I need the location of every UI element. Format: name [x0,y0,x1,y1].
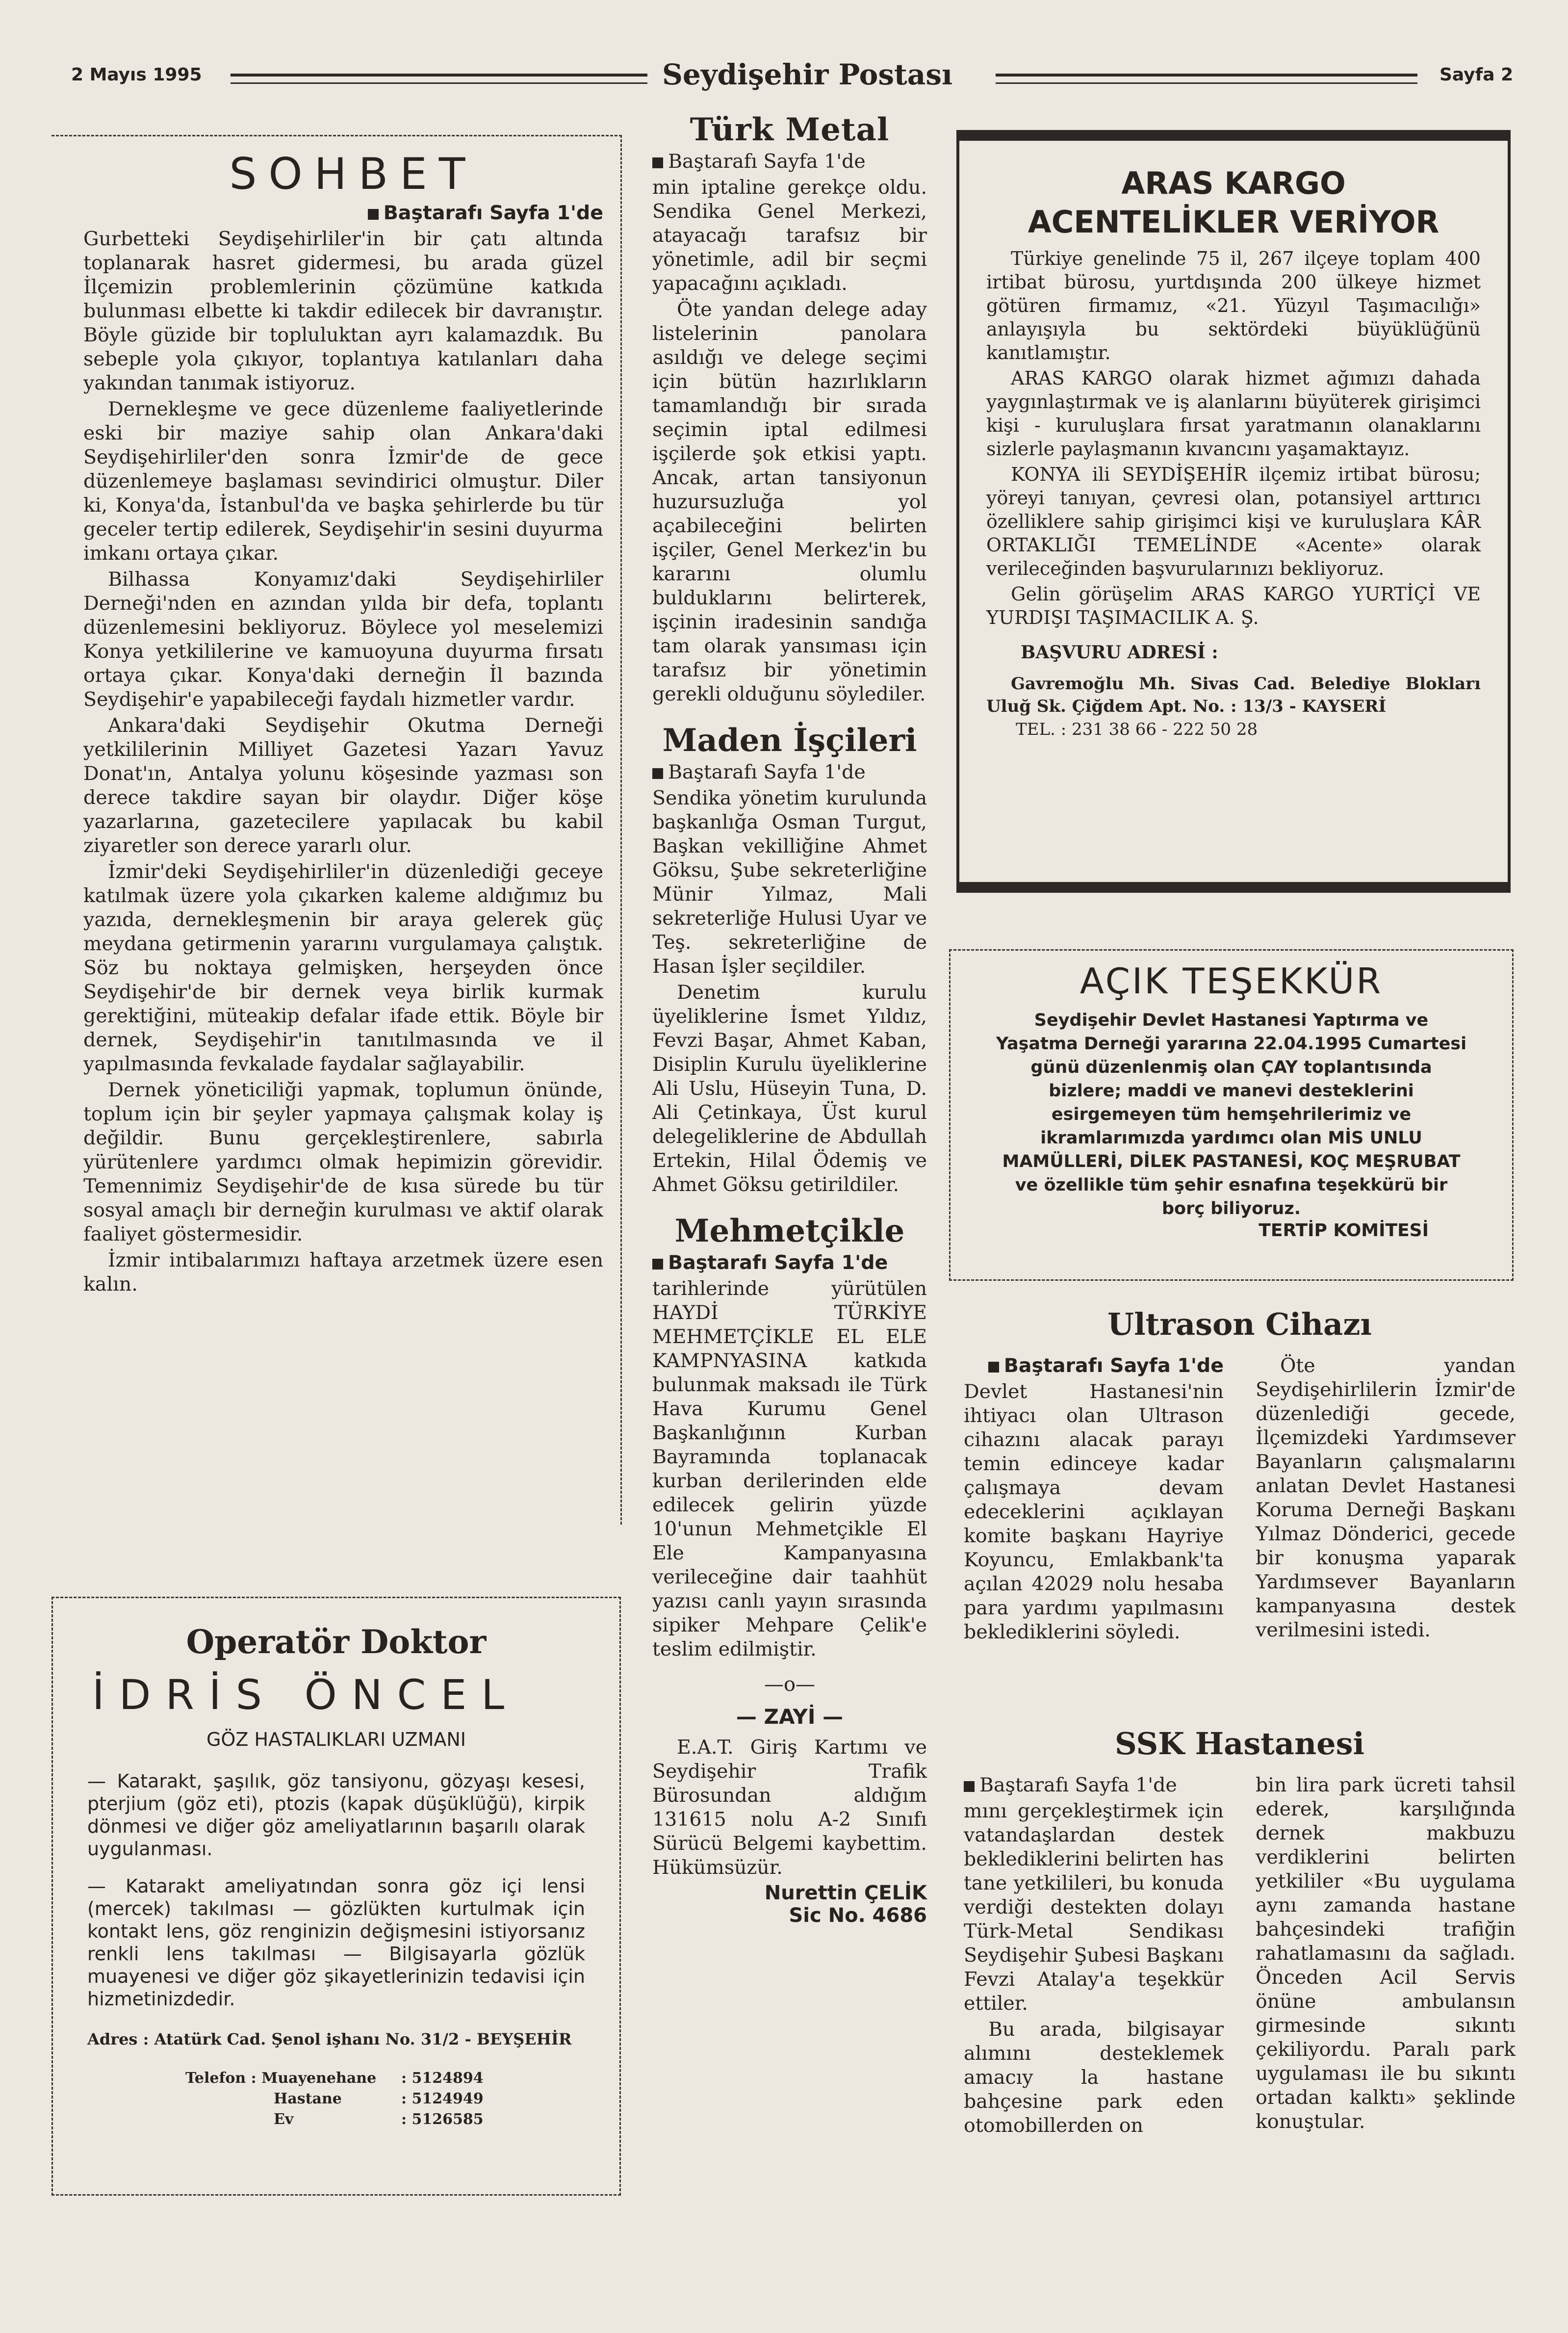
masthead-title: Seydişehir Postası [662,58,953,91]
aras-subtitle: ACENTELİKLER VERİYOR [1028,204,1439,240]
turk-metal-title: Türk Metal [690,111,890,148]
mehmetcikle-lead: Baştarafı Sayfa 1'de [652,1251,927,1275]
ultrason-article [964,1305,1516,1646]
tesekkur-text: Seydişehir Devlet Hastanesi Yaptırma ve Yaşatma Derneği yararına 22.04.1995 Cumartesi günü düzenlenmiş olan ÇAY toplantısında bizlere; maddi ve manevi desteklerini esirgemeyen tüm hemşehrilerimiz ve ikramlarımızda yardımcı olan MİS UNLU MAMÜLLERİ, DİLEK PASTANESİ, KOÇ MEŞRUBAT ve özellikle tüm şehir esnafına teşekkürü bir borç biliyoruz. [996,1011,1467,1218]
doctor-phones [185,2068,619,2130]
phone-label: Ev [274,2111,294,2128]
bullet-icon [652,768,663,779]
bullet-icon [964,1781,975,1792]
turk-metal-p2: Öte yandan delege aday listelerinin panolara asıldığı ve delege seçimi için bütün hazırlıkların tamamlandığı bir sırada seçimin iptal edilmesi işçilerde şok etkisi yaptı. Ancak, artan tansiyonun huzursuzluğa yol açabileceğini belirten işçiler, Genel Merkez'in bu kararını olumlu bulduklarını belirterek, işçinin iradesinin sandığa tam olarak yansıması için tarafsız bir yönetimin gerekli olduğunu söylediler. [652,298,927,705]
sohbet-article [83,147,603,1298]
header-rule-left [231,74,647,77]
phone-row [185,2109,619,2130]
doctor-ad [51,1597,621,2196]
doctor-item-2: — Katarakt ameliyatından sonra göz içi lensi (mercek) takılması — gözlükten kurtulmak için kontakt lens, göz renginizin değişmesini istiyorsanız renkli lens takılması — Bilgisayarla gözlük muayenesi ve diğer göz şikayetlerinizin tedavisi için hizmetinizdedir. [87,1875,585,2010]
ultrason-col1: Devlet Hastanesi'nin ihtiyacı olan Ultrason cihazını alacak parayı temin edinceye kadar çalışmaya devam edeceklerini açıklayan komite başkanı Hayriye Koyuncu, Emlakbank'ta açılan 42029 nolu hesaba para yardımı yapılmasını beklediklerini söyledi. [964,1380,1224,1643]
bullet-icon [988,1362,999,1373]
doctor-title: Operatör Doktor [186,1623,487,1661]
aras-address: Gavremoğlu Mh. Sivas Cad. Belediye Blokları Uluğ Sk. Çiğdem Apt. No. : 13/3 - KAYSERİ [986,674,1481,716]
mehmetcikle-p1: tarihlerinde yürütülen HAYDİ TÜRKİYE MEHMETÇİKLE EL ELE KAMPNYASINA katkıda bulunmak maksadı ile Türk Hava Kurumu Genel Başkanlığının Kurban Bayramında toplanacak kurban derilerinden elde edilecek gelirin yüzde 10'unun Mehmetçikle El Ele Kampanyasına verileceğine dair taahhüt yazısı canlı yayın sırasında sipiker Mehpare Çelik'e teslim edilmiştir. [652,1277,927,1660]
sohbet-p6: Dernek yöneticiliği yapmak, toplumun önünde, toplum için bir şeyler yapmaya çalışmak kolay iş değildir. Bunu gerçekleştirenlere, sabırla yürütenlere yardımcı olmak hepimizin görevidir. Temennimiz Seydişehir'de de kısa sürede bu tür sosyal amaçlı bir derneğin kurulması ve aktif olarak faaliyet göstermesidir. [83,1079,603,1245]
phone-label: Telefon : Muayenehane [185,2070,377,2087]
bullet-icon [652,157,663,168]
phone-value: : 5124949 [401,2090,484,2107]
aras-kargo-ad [956,130,1511,893]
middle-column [652,110,927,1927]
doctor-address: Adres : Atatürk Cad. Şenol işhanı No. 31/2 - BEYŞEHİR [87,2030,572,2048]
tesekkur-title: AÇIK TEŞEKKÜR [1080,960,1383,1002]
doctor-name: İDRİS ÖNCEL [92,1671,519,1719]
zayi-text: E.A.T. Giriş Kartımı ve Seydişehir Trafik Bürosundan aldığım 131615 nolu A-2 Sınıfı Sürücü Belgemi kaybettim. Hükümsüzür. [652,1736,927,1879]
aras-p3: KONYA ili SEYDİŞEHİR ilçemiz irtibat bürosu; yöreyi tanıyan, çevresi olan, potansiyel arttırıcı özelliklere sahip girişimci kişi ve kuruluşlara KÂR ORTAKLIĞI TEMELİNDE «Acente» olarak verileceğinden başvurularınızı bekliyoruz. [986,464,1481,579]
aras-tel: TEL. : 231 38 66 - 222 50 28 [1016,720,1258,739]
sohbet-p4: Ankara'daki Seydişehir Okutma Derneği yetkililerinin Milliyet Gazetesi Yazarı Yavuz Donat'ın, Antalya yolunu köşesinde yazması son derece takdire sayan bir olaydır. Diğer köşe yazarlarına, gazetecilere yapılacak bu kabil ziyaretler son derece yararlı olur. [83,714,603,857]
bullet-icon [368,209,379,220]
header-rule-right [996,74,1417,77]
doctor-item-1: — Katarakt, şaşılık, göz tansiyonu, gözyaşı kesesi, pterjium (göz eti), ptozis (kapak düşüklüğü), kirpik dönmesi ve diğer göz ameliyatlarının başarılı olarak uygulanması. [87,1770,585,1860]
maden-p1: Sendika yönetim kurulunda başkanlığa Osman Turgut, Başkan vekilliğine Ahmet Göksu, Şube sekreterliğine Münir Yılmaz, Mali sekreterliğe Hulusi Uyar ve Teş. sekreterliğine de Hasan İşler seçildiler. [652,787,927,978]
maden-p2: Denetim kurulu üyeliklerine İsmet Yıldız, Fevzi Başar, Ahmet Kaban, Disiplin Kurulu üyeliklerine Ali Uslu, Hüseyin Tuna, D. Ali Çetinkaya, Üst kurul delegeliklerine de Abdullah Ertekin, Hilal Ödemiş ve Ahmet Göksu getirildiler. [652,981,927,1196]
sohbet-p1: Gurbetteki Seydişehirliler'in bir çatı altında toplanarak hasret gidermesi, bu arada güzel İlçemizin problemlerinin çözümüne katkıda bulunması elbette ki takdir edilecek bir davranıştır. Böyle güzide bir topluluktan ayrı kalamazdık. Bu sebeple yola çıkıyor, toplantıya katılanları daha yakından tanımak istiyoruz. [83,228,603,394]
phone-row [185,2068,619,2089]
header-rule-left-2 [231,82,647,84]
maden-title: Maden İşçileri [662,722,917,759]
maden-lead: Baştarafı Sayfa 1'de [652,760,927,784]
sohbet-lead: Baştarafı Sayfa 1'de [83,201,603,225]
sohbet-p5: İzmir'deki Seydişehirliler'in düzenlediği geceye katılmak üzere yola çıkarken kaleme aldığımız bu yazıda, dernekleşmenin bir araya gelerek güç meydana getirmenin yararını vurgulamaya çalıştık. Söz bu noktaya gelmişken, herşeyden önce Seydişehir'de bir dernek veya birlik kurmak gerektiğini, müteakip defalar ifade ettik. Böyle bir dernek, Seydişehir'in tanıtılmasında ve il yapılmasında fevkalade faydalar sağlayabilir. [83,860,603,1075]
mehmetcikle-separator: —o— [764,1673,816,1696]
aras-p4: Gelin görüşelim ARAS KARGO YURTİÇİ VE YURDIŞI TAŞIMACILIK A. Ş. [986,583,1481,628]
sohbet-p2: Dernekleşme ve gece düzenleme faaliyetlerinde eski bir maziye sahip olan Ankara'daki Seydişehirliler'den sonra İzmir'de de gece düzenlemeye başlaması sevindirici olmuştur. Diler ki, Konya'da, İstanbul'da ve başka şehirlerde bu tür geceler tertip edilerek, Seydişehir'in sesini duyurma imkanı ortaya çıkar. [83,398,603,565]
ssk-col1-p1: mını gerçekleştirmek için vatandaşlardan destek beklediklerini belirten has tane yetkilileri, bu konuda verdiği destekten dolayı Türk-Metal Sendikası Seydişehir Şubesi Başkanı Fevzi Atalay'a teşekkür ettiler. [964,1800,1224,2015]
aras-p2: ARAS KARGO olarak hizmet ağımızı dahada yaygınlaştırmak ve iş alanlarını büyüterek girişimci kişi - kuruluşlara fırsat yaratmanın olanaklarını sizlerle paylaşmanın kıvancını yaşamaktayız. [986,367,1481,460]
header-date: 2 Mayıs 1995 [71,65,202,85]
phone-value: : 5124894 [401,2070,484,2087]
doctor-specialty: GÖZ HASTALIKLARI UZMANI [206,1729,466,1750]
ssk-lead: Baştarafı Sayfa 1'de [964,1773,1224,1797]
tesekkur-sign: TERTİP KOMİTESİ [1259,1220,1429,1241]
ssk-col1-p2: Bu arada, bilgisayar alımını desteklemek amacıy la hastane bahçesine park eden otomobillerden on [964,2018,1224,2137]
mehmetcikle-title: Mehmetçikle [674,1213,905,1249]
zayi-number: Sic No. 4686 [789,1904,927,1927]
aras-p1: Türkiye genelinde 75 il, 267 ilçeye toplam 400 irtibat bürosu, yurtdışında 200 ülkeye hizmet götüren firmamız, «21. Yüzyıl Taşımacılığı» anlayışıyla bu sektördeki büyüklüğünü kanıtlamıştır. [986,248,1481,363]
sohbet-p3: Bilhassa Konyamız'daki Seydişehirliler Derneği'nden en azından yılda bir defa, toplantı düzenlemesini bekliyoruz. Böylece yol meselemizi Konya yetkililerine ve kamuoyuna duyurma fırsatı ortaya çıkar. Konya'daki derneğin İl bazında Seydişehir'e yapabileceği faydalı hizmetler vardır. [83,568,603,711]
ultrason-title: Ultrason Cihazı [1107,1306,1372,1342]
tesekkur-box [949,949,1514,1281]
aras-title: ARAS KARGO [1121,165,1346,201]
ultrason-lead: Baştarafı Sayfa 1'de [964,1354,1224,1378]
ssk-article [964,1724,1516,2140]
header-rule-right-2 [996,82,1417,84]
phone-row [185,2089,619,2109]
zayi-title: — ZAYİ — [736,1705,844,1729]
aras-address-title: BAŞVURU ADRESİ : [1021,642,1218,663]
bullet-icon [652,1259,663,1270]
phone-value: : 5126585 [401,2111,484,2128]
ultrason-col2: Öte yandan Seydişehirlilerin İzmir'de düzenlediği gecede, İlçemizdeki Yardımsever Bayanların çalışmalarını anlatan Devlet Hastanesi Koruma Derneği Başkanı Yılmaz Dönderici, gecede bir konuşma yaparak Yardımsever Bayanların kampanyasına destek verilmesini istedi. [1256,1354,1516,1641]
zayi-name: Nurettin ÇELİK [764,1882,927,1904]
phone-label: Hastane [274,2090,342,2107]
turk-metal-lead: Baştarafı Sayfa 1'de [652,150,927,174]
sohbet-p7: İzmir intibalarımızı haftaya arzetmek üzere esen kalın. [83,1249,603,1296]
ssk-title: SSK Hastanesi [1114,1726,1365,1762]
turk-metal-p1: min iptaline gerekçe oldu. Sendika Genel Merkezi, atayacağı tarafsız bir yönetimle, adil bir seçmi yapacağını açıkladı. [652,176,927,295]
sohbet-title: SOHBET [229,149,477,199]
header-page: Sayfa 2 [1439,65,1514,85]
ssk-col2: bin lira park ücreti tahsil ederek, karşılığında dernek makbuzu verdiklerini belirten yetkililer «Bu uygulama aynı zamanda hastane bahçesindeki trafiğin rahatlamasını da sağladı. Önceden Acil Servis önüne ambulansın girmesinde sıkıntı çekiliyordu. Paralı park uygulaması ile bu sıkıntı ortadan kalktı» şeklinde konuştular. [1256,1774,1516,2133]
